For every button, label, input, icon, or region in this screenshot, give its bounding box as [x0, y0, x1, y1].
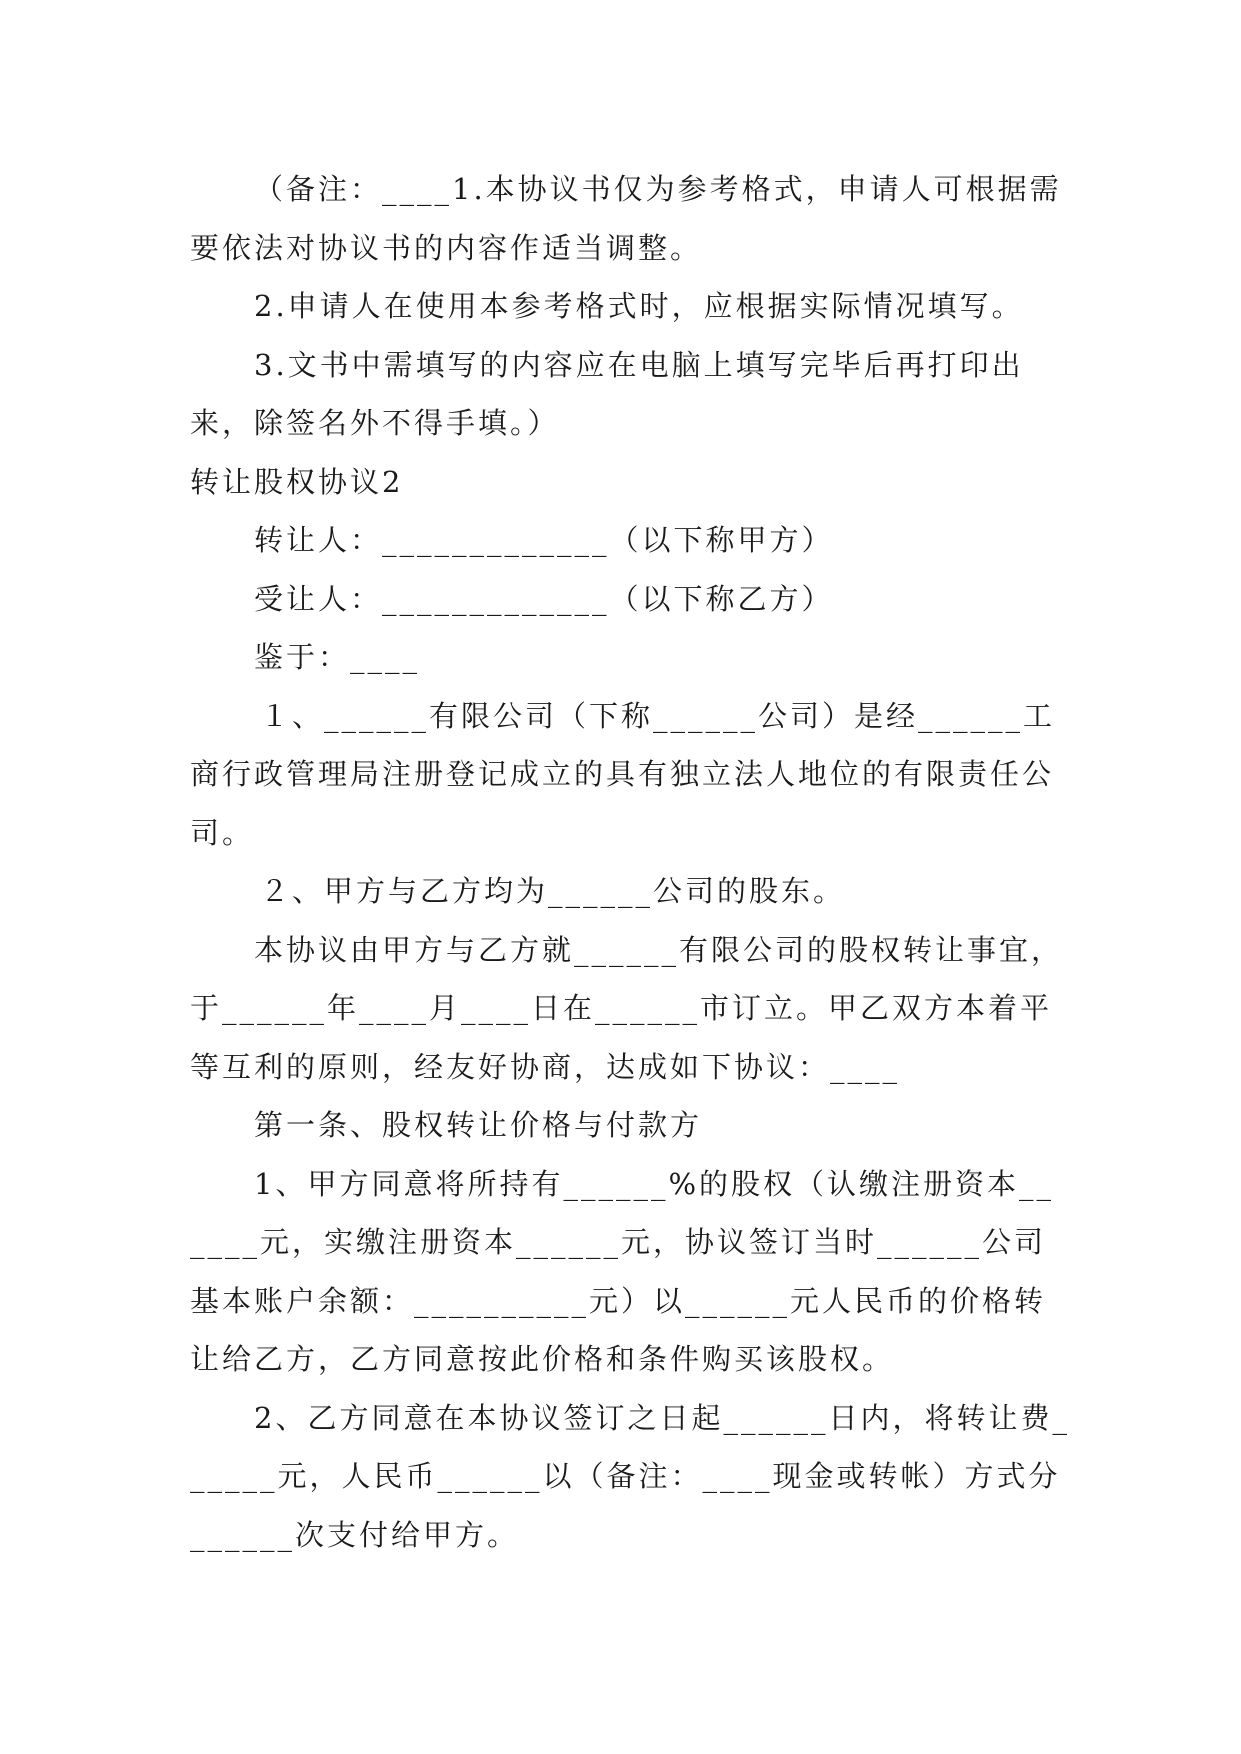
article-1-clause-1: 1、甲方同意将所持有______%的股权（认缴注册资本______元，实缴注册资本______元，协议签订当时______公司基本账户余额：__________元）以______元人民币的价格转让给乙方，乙方同意按此价格和条件购买该股权。	[190, 1166, 1055, 1376]
article-1-heading: 第一条、股权转让价格与付款方	[254, 1108, 703, 1142]
article-1-clause-2: 2、乙方同意在本协议签订之日起______日内，将转让费______元，人民币______以（备注：____现金或转帐）方式分______次支付给甲方。	[190, 1400, 1070, 1552]
document-body	[190, 160, 1070, 1564]
agreement-title: 转让股权协议2	[190, 464, 404, 499]
note-paragraph-3: 3.文书中需填写的内容应在电脑上填写完毕后再打印出来，除签名外不得手填。）	[190, 347, 1024, 440]
whereas-clause-2: ２、甲方与乙方均为______公司的股东。	[260, 874, 846, 908]
note-paragraph-1: （备注：____1.本协议书仅为参考格式，申请人可根据需要依法对协议书的内容作适当调整。	[190, 172, 1062, 265]
whereas-heading: 鉴于：____	[254, 640, 421, 674]
preamble-paragraph: 本协议由甲方与乙方就______有限公司的股权转让事宜，于______年____月____日在______市订立。甲乙双方本着平等互利的原则，经友好协商，达成如下协议：____	[190, 932, 1064, 1084]
whereas-clause-1: １、______有限公司（下称______公司）是经______工商行政管理局注册登记成立的具有独立法人地位的有限责任公司。	[190, 698, 1056, 850]
transferor-line: 转让人：_____________（以下称甲方）	[254, 523, 834, 557]
transferee-line: 受让人：_____________（以下称乙方）	[254, 581, 834, 616]
note-paragraph-2: 2.申请人在使用本参考格式时，应根据实际情况填写。	[254, 289, 1024, 323]
